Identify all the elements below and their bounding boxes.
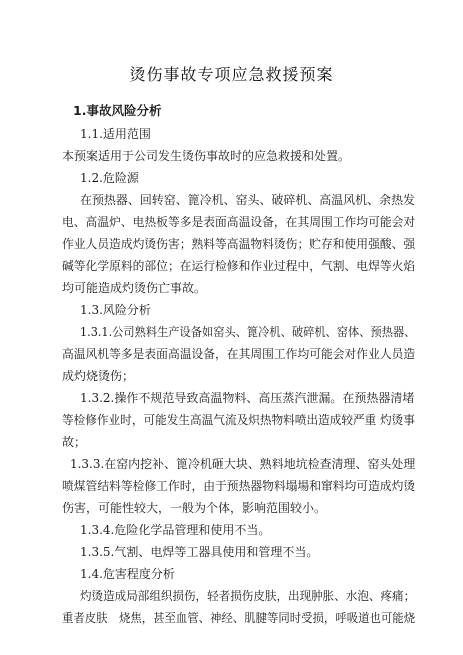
paragraph-line: 1.3.3.在窑内挖补、篦冷机砸大块、熟料地坑检查清理、窑头处理 xyxy=(70,457,416,471)
paragraph-line: 成灼烧烫伤； xyxy=(62,369,135,383)
subsection-heading: 1.3.风险分析 xyxy=(80,303,151,317)
paragraph-line: 在预热器、回转窑、篦冷机、窑头、破碎机、高温风机、余热发 xyxy=(80,193,416,207)
paragraph-line: 碱等化学原料的部位；在运行检修和作业过程中，气割、电焊等火焰 xyxy=(62,259,416,273)
subsection-heading: 1.2.危险源 xyxy=(80,171,139,185)
paragraph-line: 伤害，可能性较大，一般为个体，影响范围较小。 xyxy=(62,501,327,515)
paragraph-line: 1.3.1.公司熟料生产设备如窑头、篦冷机、破碎机、窑体、预热器、 xyxy=(80,325,416,339)
paragraph-line: 故； xyxy=(62,435,87,449)
paragraph-line: 等检修作业时，可能发生高温气流及炽热物料喷出造成较严重 灼烫事 xyxy=(62,413,415,427)
paragraph-line: 重者皮肤 烧焦，甚至血管、神经、肌腱等同时受损，呼吸道也可能烧 xyxy=(62,611,416,625)
subsection-heading: 1.4.危害程度分析 xyxy=(80,567,175,581)
paragraph-line: 灼烫造成局部组织损伤，轻者损伤皮肤，出现肿胀、水泡、疼痛； xyxy=(80,589,416,603)
paragraph-line: 均可能造成灼烫伤亡事故。 xyxy=(62,281,207,295)
section-heading: 1.事故风险分析 xyxy=(73,103,162,118)
subsection-heading: 1.1.适用范围 xyxy=(80,127,151,141)
paragraph-line: 1.3.2.操作不规范导致高温物料、高压蒸汽泄漏。在预热器清堵 xyxy=(80,391,415,405)
paragraph-line: 1.3.4.危险化学品管理和使用不当。 xyxy=(80,523,271,537)
paragraph-line: 作业人员造成灼烫伤害；熟料等高温物料烫伤；贮存和使用强酸、强 xyxy=(62,237,416,251)
paragraph-line: 本预案适用于公司发生烫伤事故时的应急救援和处置。 xyxy=(62,149,351,163)
paragraph-line: 喷煤管结料等检修工作时，由于预热器物料塌場和窜料均可造成灼烫 xyxy=(62,479,416,493)
paragraph-line: 高温风机等多是表面高温设备，在其周围工作均可能会对作业人员造 xyxy=(62,347,416,361)
paragraph-line: 电、高温炉、电热板等多是表面高温设备，在其周围工作均可能会对 xyxy=(62,215,416,229)
paragraph-line: 1.3.5.气割、电焊等工器具使用和管理不当。 xyxy=(80,545,319,559)
document-title: 烫伤事故专项应急救援预案 xyxy=(129,65,334,84)
